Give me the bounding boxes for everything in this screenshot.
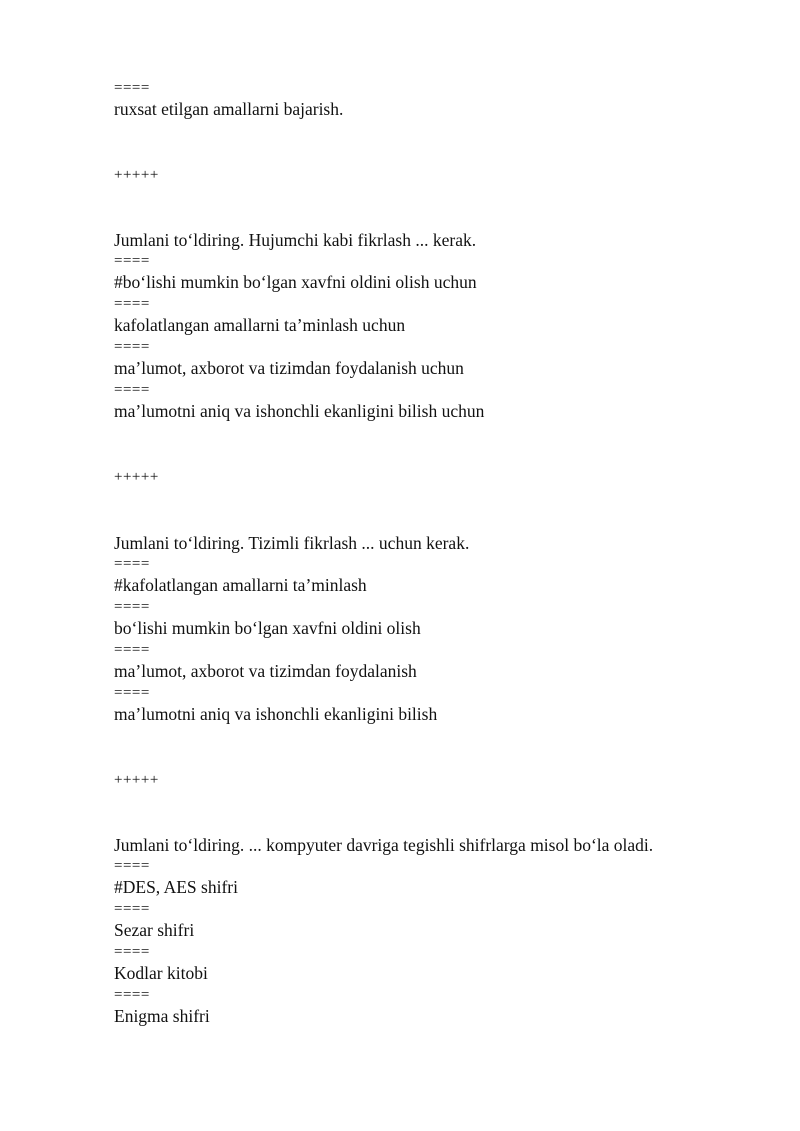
answer-option: #bo‘lishi mumkin bo‘lgan xavfni oldini olish uchun (114, 272, 477, 292)
answer-option: ma’lumotni aniq va ishonchli ekanligini bilish uchun (114, 401, 485, 421)
separator: ==== (114, 382, 150, 398)
question-text: Jumlani to‘ldiring. ... kompyuter davriga tegishli shifrlarga misol bo‘la oladi. (114, 835, 654, 855)
question-text: Jumlani to‘ldiring. Tizimli fikrlash ... uchun kerak. (114, 533, 470, 553)
separator: ==== (114, 556, 150, 572)
separator: ==== (114, 944, 150, 960)
separator: ==== (114, 253, 150, 269)
question-divider: +++++ (114, 167, 159, 183)
answer-text: ruxsat etilgan amallarni bajarish. (114, 99, 344, 119)
separator: ==== (114, 901, 150, 917)
answer-option: Kodlar kitobi (114, 963, 208, 983)
answer-option: #DES, AES shifri (114, 877, 238, 897)
separator: ==== (114, 685, 150, 701)
separator: ==== (114, 858, 150, 874)
separator: ==== (114, 339, 150, 355)
separator: ==== (114, 987, 150, 1003)
separator: ==== (114, 80, 150, 96)
answer-option: ma’lumot, axborot va tizimdan foydalanish uchun (114, 358, 464, 378)
answer-option: kafolatlangan amallarni ta’minlash uchun (114, 315, 406, 335)
answer-option: #kafolatlangan amallarni ta’minlash (114, 575, 367, 595)
question-text: Jumlani to‘ldiring. Hujumchi kabi fikrlash ... kerak. (114, 230, 477, 250)
question-divider: +++++ (114, 469, 159, 485)
answer-option: ma’lumot, axborot va tizimdan foydalanish (114, 661, 417, 681)
answer-option: ma’lumotni aniq va ishonchli ekanligini bilish (114, 704, 438, 724)
answer-option: bo‘lishi mumkin bo‘lgan xavfni oldini olish (114, 618, 421, 638)
separator: ==== (114, 296, 150, 312)
separator: ==== (114, 599, 150, 615)
question-divider: +++++ (114, 772, 159, 788)
answer-option: Enigma shifri (114, 1006, 210, 1026)
answer-option: Sezar shifri (114, 920, 195, 940)
separator: ==== (114, 642, 150, 658)
